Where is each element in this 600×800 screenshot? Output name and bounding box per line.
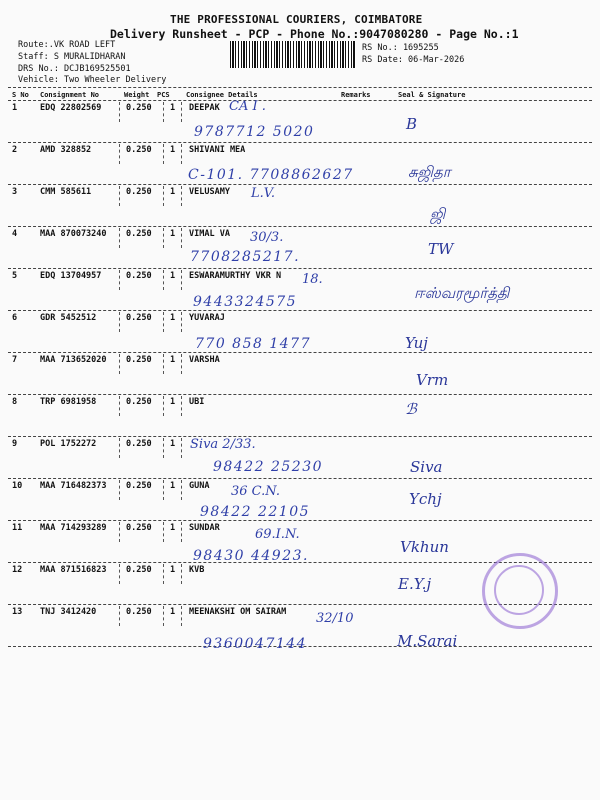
row-consignment-no: AMD 328852 — [40, 145, 92, 155]
handwritten-phone: C-101. 7708862627 — [188, 167, 354, 183]
recipient-signature: சுஜிதா — [408, 163, 451, 181]
row-sno: 8 — [12, 397, 18, 407]
recipient-signature: Vrm — [416, 371, 449, 389]
column-separator — [181, 354, 182, 374]
col-sno: S No — [12, 91, 29, 99]
column-separator — [181, 396, 182, 416]
row-weight: 0.250 — [126, 145, 152, 155]
column-separator — [119, 564, 120, 584]
row-sno: 3 — [12, 187, 18, 197]
row-consignment-no: GDR 5452512 — [40, 313, 97, 323]
row-divider — [8, 184, 592, 185]
row-consignment-no: MAA 714293289 — [40, 523, 107, 533]
row-pcs: 1 — [170, 187, 176, 197]
column-separator — [119, 606, 120, 626]
row-consignee: MEENAKSHI OM SAIRAM — [189, 607, 287, 617]
column-separator — [181, 564, 182, 584]
row-sno: 6 — [12, 313, 18, 323]
handwritten-phone: 98430 44923. — [193, 548, 309, 564]
row-divider — [8, 310, 592, 311]
row-pcs: 1 — [170, 145, 176, 155]
sheet-title: Delivery Runsheet - PCP - Phone No.:9047080280 - Page No.:1 — [110, 27, 519, 41]
row-divider — [8, 520, 592, 521]
handwritten-note: 18. — [302, 272, 323, 287]
row-sno: 11 — [12, 523, 23, 533]
column-separator — [119, 228, 120, 248]
drs-number: DRS No.: DCJB169525501 — [18, 64, 131, 74]
column-separator — [119, 396, 120, 416]
column-separator — [119, 312, 120, 332]
column-separator — [119, 144, 120, 164]
column-separator — [181, 270, 182, 290]
row-pcs: 1 — [170, 439, 176, 449]
handwritten-note: 30/3. — [250, 230, 284, 245]
row-sno: 7 — [12, 355, 18, 365]
row-weight: 0.250 — [126, 607, 152, 617]
column-separator — [181, 186, 182, 206]
row-consignee: SUNDAR — [189, 523, 220, 533]
row-consignment-no: MAA 716482373 — [40, 481, 107, 491]
column-separator — [119, 102, 120, 122]
column-separator — [119, 438, 120, 458]
handwritten-note: 32/10 — [316, 611, 354, 626]
handwritten-note: 69.I.N. — [255, 527, 300, 542]
column-separator — [181, 312, 182, 332]
column-separator — [181, 228, 182, 248]
barcode-image — [230, 41, 356, 68]
row-sno: 12 — [12, 565, 23, 575]
col-remarks: Remarks — [341, 91, 371, 99]
column-separator — [181, 102, 182, 122]
route-label: Route:.VK ROAD LEFT — [18, 40, 116, 50]
row-pcs: 1 — [170, 355, 176, 365]
row-consignee: VELUSAMY — [189, 187, 230, 197]
column-separator — [119, 354, 120, 374]
row-consignment-no: EDQ 13704957 — [40, 271, 102, 281]
header-top-divider — [8, 87, 592, 88]
column-separator — [181, 606, 182, 626]
column-separator — [163, 522, 164, 542]
handwritten-note: CA I . — [229, 99, 266, 114]
handwritten-phone: 98422 25230 — [213, 459, 324, 475]
col-weight: Weight — [124, 91, 150, 99]
row-consignment-no: TNJ 3412420 — [40, 607, 97, 617]
row-consignee: ESWARAMURTHY VKR N — [189, 271, 282, 281]
row-weight: 0.250 — [126, 355, 152, 365]
column-separator — [163, 270, 164, 290]
company-name: THE PROFESSIONAL COURIERS, COIMBATORE — [170, 13, 423, 26]
row-consignment-no: POL 1752272 — [40, 439, 97, 449]
row-pcs: 1 — [170, 229, 176, 239]
recipient-signature: Siva — [410, 458, 443, 476]
row-consignment-no: MAA 870073240 — [40, 229, 107, 239]
col-consignment: Consignment No — [40, 91, 100, 99]
row-pcs: 1 — [170, 565, 176, 575]
column-separator — [163, 438, 164, 458]
column-separator — [181, 522, 182, 542]
row-consignment-no: MAA 713652020 — [40, 355, 107, 365]
column-separator — [163, 186, 164, 206]
row-pcs: 1 — [170, 481, 176, 491]
row-consignee: VIMAL VA — [189, 229, 230, 239]
row-divider — [8, 478, 592, 479]
row-sno: 1 — [12, 103, 18, 113]
recipient-signature: ஜி — [430, 205, 446, 223]
row-sno: 9 — [12, 439, 18, 449]
row-sno: 5 — [12, 271, 18, 281]
col-consignee: Consignee Details — [186, 91, 258, 99]
row-pcs: 1 — [170, 397, 176, 407]
column-separator — [119, 480, 120, 500]
row-sno: 2 — [12, 145, 18, 155]
header-bottom-divider — [8, 100, 592, 101]
column-separator — [163, 102, 164, 122]
column-separator — [163, 312, 164, 332]
column-separator — [119, 522, 120, 542]
row-consignee: KVB — [189, 565, 205, 575]
row-consignee: DEEPAK — [189, 103, 220, 113]
handwritten-phone: 7708285217. — [190, 249, 301, 265]
row-weight: 0.250 — [126, 481, 152, 491]
row-consignment-no: TRP 6981958 — [40, 397, 97, 407]
column-separator — [163, 354, 164, 374]
recipient-signature: ℬ — [405, 400, 417, 418]
column-separator — [181, 480, 182, 500]
row-divider — [8, 142, 592, 143]
recipient-signature: B — [406, 115, 418, 133]
handwritten-phone: 9360047144 — [203, 636, 308, 652]
rs-number: RS No.: 1695255 — [362, 43, 439, 53]
column-separator — [163, 144, 164, 164]
column-separator — [163, 564, 164, 584]
col-seal-signature: Seal & Signature — [398, 91, 466, 99]
column-separator — [163, 228, 164, 248]
recipient-signature: TW — [428, 240, 454, 258]
row-weight: 0.250 — [126, 523, 152, 533]
row-pcs: 1 — [170, 103, 176, 113]
rs-date: RS Date: 06-Mar-2026 — [362, 55, 465, 65]
column-separator — [163, 606, 164, 626]
recipient-signature: M.Sarai — [397, 632, 458, 650]
row-pcs: 1 — [170, 607, 176, 617]
column-separator — [181, 144, 182, 164]
recipient-signature: E.Y.j — [398, 575, 432, 593]
row-consignment-no: MAA 871516823 — [40, 565, 107, 575]
recipient-signature: Vkhun — [400, 538, 449, 556]
row-sno: 10 — [12, 481, 23, 491]
row-consignee: UBI — [189, 397, 205, 407]
col-pcs: PCS — [157, 91, 170, 99]
row-consignee: SHIVANI MEA — [189, 145, 246, 155]
row-consignment-no: CMM 585611 — [40, 187, 92, 197]
row-weight: 0.250 — [126, 229, 152, 239]
row-consignee: YUVARAJ — [189, 313, 225, 323]
row-weight: 0.250 — [126, 103, 152, 113]
row-divider — [8, 436, 592, 437]
handwritten-note: L.V. — [251, 186, 276, 201]
row-divider — [8, 352, 592, 353]
row-weight: 0.250 — [126, 565, 152, 575]
row-weight: 0.250 — [126, 397, 152, 407]
row-weight: 0.250 — [126, 187, 152, 197]
row-consignment-no: EDQ 22802569 — [40, 103, 102, 113]
row-weight: 0.250 — [126, 313, 152, 323]
row-divider — [8, 394, 592, 395]
row-consignee: VARSHA — [189, 355, 220, 365]
handwritten-phone: 770 858 1477 — [195, 336, 311, 352]
column-separator — [163, 480, 164, 500]
column-separator — [119, 186, 120, 206]
handwritten-phone: 9443324575 — [193, 294, 298, 310]
handwritten-phone: 9787712 5020 — [194, 124, 315, 140]
column-separator — [163, 396, 164, 416]
column-separator — [119, 270, 120, 290]
row-pcs: 1 — [170, 313, 176, 323]
row-divider — [8, 268, 592, 269]
handwritten-phone: 98422 22105 — [200, 504, 311, 520]
recipient-signature: Yuj — [405, 334, 428, 352]
row-sno: 4 — [12, 229, 18, 239]
row-pcs: 1 — [170, 271, 176, 281]
staff-label: Staff: S MURALIDHARAN — [18, 52, 126, 62]
column-separator — [181, 438, 182, 458]
row-consignee: GUNA — [189, 481, 210, 491]
vehicle-label: Vehicle: Two Wheeler Delivery — [18, 75, 167, 85]
row-divider — [8, 226, 592, 227]
row-weight: 0.250 — [126, 439, 152, 449]
recipient-signature: ஈஸ்வரமூர்த்தி — [414, 284, 510, 302]
handwritten-note: 36 C.N. — [231, 484, 280, 499]
row-pcs: 1 — [170, 523, 176, 533]
recipient-signature: Ychj — [409, 490, 442, 508]
handwritten-note: Siva 2/33. — [190, 437, 256, 452]
office-seal-stamp — [482, 553, 558, 629]
row-sno: 13 — [12, 607, 23, 617]
row-weight: 0.250 — [126, 271, 152, 281]
